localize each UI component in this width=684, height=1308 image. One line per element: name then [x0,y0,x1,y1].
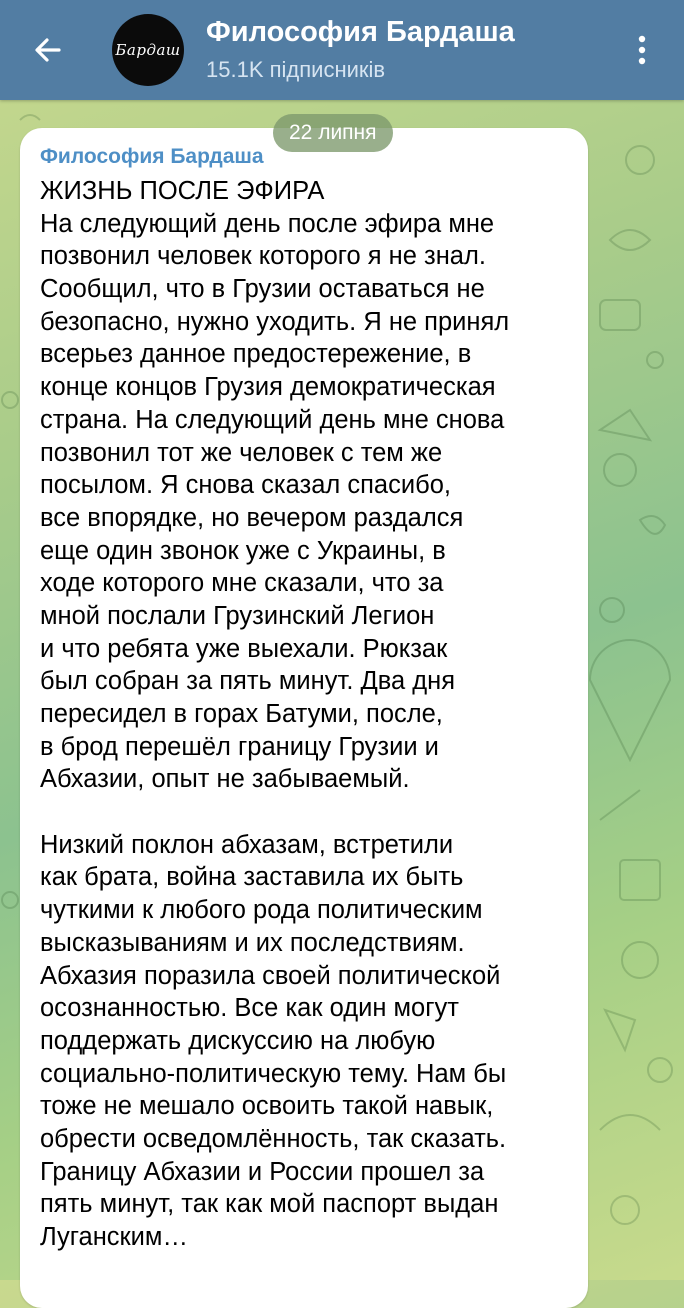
message-line: пересидел в горах Батуми, после, [40,700,443,728]
message-line: социально-политическую тему. Нам бы [40,1059,507,1088]
message-line: Абхазия поразила своей политической [40,961,501,990]
message-line: тоже не мешало освоить такой навык, [40,1092,494,1121]
message-line: Сообщил, что в Грузии оставаться не [40,275,485,304]
message-line: обрести осведомлённость, так сказать. [40,1124,507,1153]
channel-title[interactable]: Философия Бардаша [206,16,515,48]
message-line: конце концов Грузия демократическая [40,373,496,402]
message-line: ходе которого мне сказали, что за [40,569,444,598]
more-vertical-icon [637,34,647,66]
message-line: все впорядке, но вечером раздался [40,503,464,532]
message-line: мной послали Грузинский Легион [40,601,435,630]
message-line: позвонил человек которого я не знал. [40,242,486,271]
message-line: еще один звонок уже с Украины, в [40,536,446,565]
message-line: Низкий поклон абхазам, встретили [40,830,454,859]
chat-header [0,0,684,100]
message-bubble[interactable] [20,128,588,1308]
message-line: Абхазии, опыт не забываемый. [40,765,410,794]
message-line: страна. На следующий день мне снова [40,405,505,434]
arrow-left-icon [32,34,64,66]
back-button[interactable] [20,22,76,78]
message-line: высказываниям и их последствиям. [40,928,465,957]
message-sender[interactable]: Философия Бардаша [40,145,264,168]
message-line: всерьез данное предостережение, в [40,340,472,369]
message-line: посылом. Я снова сказал спасибо, [40,471,451,500]
message-line: Границу Абхазии и России прошел за [40,1157,485,1186]
message-line: как брата, война заставила их быть [40,863,464,892]
message-line: безопасно, нужно уходить. Я не принял [40,307,510,336]
paragraph-break [40,796,575,829]
message-text [40,175,575,1254]
message-line: чуткими к любого рода политическим [40,896,483,925]
message-line: был собран за пять минут. Два дня [40,667,456,696]
subscriber-count: 15.1K підписників [206,57,386,82]
more-menu-button[interactable] [614,26,670,74]
message-line: На следующий день после эфира мне [40,209,495,238]
date-separator: 22 липня [273,114,393,152]
channel-avatar[interactable] [112,14,184,86]
message-line: Луганским… [40,1223,188,1251]
message-line: поддержать дискуссию на любую [40,1026,436,1055]
message-line: ЖИЗНЬ ПОСЛЕ ЭФИРА [40,177,325,205]
message-line: в брод перешёл границу Грузии и [40,732,439,761]
avatar-logo-text: Бардаш [115,41,181,59]
message-line: осознанностью. Все как один могут [40,994,459,1023]
message-line: пять минут, так как мой паспорт выдан [40,1190,499,1219]
message-line: и что ребята уже выехали. Рюкзак [40,634,448,663]
message-line: позвонил тот же человек с тем же [40,438,443,467]
